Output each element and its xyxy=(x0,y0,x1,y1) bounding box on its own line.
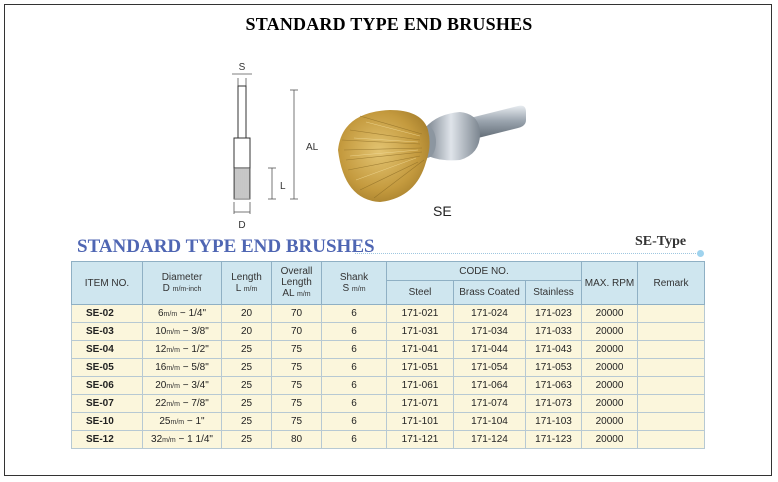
remark-cell xyxy=(638,413,705,431)
max-rpm-cell: 20000 xyxy=(582,341,638,359)
shank-cell: 6 xyxy=(322,341,387,359)
item-no-cell: SE-12 xyxy=(72,431,143,449)
shank-cell: 6 xyxy=(322,305,387,323)
label-al: AL xyxy=(306,142,319,153)
brush-dimension-drawing xyxy=(220,56,330,236)
item-no-cell: SE-06 xyxy=(72,377,143,395)
table-row xyxy=(72,413,705,431)
header-remark: Remark xyxy=(638,262,705,305)
photo-label: SE xyxy=(433,203,452,219)
label-s: S xyxy=(238,62,246,73)
shank-cell: 6 xyxy=(322,431,387,449)
steel-code-cell: 171-041 xyxy=(387,341,454,359)
overall-length-cell: 75 xyxy=(272,359,322,377)
length-cell: 25 xyxy=(222,431,272,449)
steel-code-cell: 171-031 xyxy=(387,323,454,341)
length-cell: 25 xyxy=(222,341,272,359)
steel-code-cell: 171-061 xyxy=(387,377,454,395)
stainless-code-cell: 171-103 xyxy=(526,413,582,431)
item-no-cell: SE-04 xyxy=(72,341,143,359)
header-overall-length: Overall Length AL m/m xyxy=(272,262,322,305)
brass-code-cell: 171-064 xyxy=(454,377,526,395)
shank-cell: 6 xyxy=(322,359,387,377)
diameter-cell: 16m/m − 5/8" xyxy=(143,359,222,377)
remark-cell xyxy=(638,431,705,449)
steel-code-cell: 171-121 xyxy=(387,431,454,449)
shank-cell: 6 xyxy=(322,395,387,413)
header-code-no: CODE NO. xyxy=(387,262,582,281)
diameter-cell: 12m/m − 1/2" xyxy=(143,341,222,359)
table-row xyxy=(72,431,705,449)
length-cell: 25 xyxy=(222,413,272,431)
section-divider xyxy=(355,253,700,254)
diameter-cell: 10m/m − 3/8" xyxy=(143,323,222,341)
shank-cell: 6 xyxy=(322,413,387,431)
brass-code-cell: 171-054 xyxy=(454,359,526,377)
remark-cell xyxy=(638,395,705,413)
brass-code-cell: 171-104 xyxy=(454,413,526,431)
steel-code-cell: 171-021 xyxy=(387,305,454,323)
steel-code-cell: 171-071 xyxy=(387,395,454,413)
remark-cell xyxy=(638,341,705,359)
length-cell: 25 xyxy=(222,377,272,395)
header-brass-coated: Brass Coated xyxy=(454,281,526,305)
length-cell: 20 xyxy=(222,305,272,323)
overall-length-cell: 75 xyxy=(272,413,322,431)
length-cell: 25 xyxy=(222,359,272,377)
stainless-code-cell: 171-033 xyxy=(526,323,582,341)
item-no-cell: SE-03 xyxy=(72,323,143,341)
remark-cell xyxy=(638,323,705,341)
item-no-cell: SE-05 xyxy=(72,359,143,377)
item-no-cell: SE-10 xyxy=(72,413,143,431)
header-steel: Steel xyxy=(387,281,454,305)
section-dot xyxy=(697,250,704,257)
overall-length-cell: 70 xyxy=(272,323,322,341)
stainless-code-cell: 171-043 xyxy=(526,341,582,359)
brass-code-cell: 171-024 xyxy=(454,305,526,323)
remark-cell xyxy=(638,305,705,323)
max-rpm-cell: 20000 xyxy=(582,305,638,323)
overall-length-cell: 75 xyxy=(272,377,322,395)
stainless-code-cell: 171-073 xyxy=(526,395,582,413)
label-l: L xyxy=(280,181,286,192)
header-diameter: Diameter D m/m-inch xyxy=(143,262,222,305)
stainless-code-cell: 171-023 xyxy=(526,305,582,323)
table-row xyxy=(72,341,705,359)
brass-code-cell: 171-034 xyxy=(454,323,526,341)
overall-length-cell: 75 xyxy=(272,395,322,413)
overall-length-cell: 80 xyxy=(272,431,322,449)
section-title: STANDARD TYPE END BRUSHES xyxy=(77,236,375,257)
diameter-cell: 6m/m − 1/4" xyxy=(143,305,222,323)
stainless-code-cell: 171-053 xyxy=(526,359,582,377)
table-row xyxy=(72,305,705,323)
table-row xyxy=(72,377,705,395)
max-rpm-cell: 20000 xyxy=(582,395,638,413)
table-row xyxy=(72,395,705,413)
brass-code-cell: 171-044 xyxy=(454,341,526,359)
max-rpm-cell: 20000 xyxy=(582,359,638,377)
remark-cell xyxy=(638,377,705,395)
steel-code-cell: 171-101 xyxy=(387,413,454,431)
header-shank: Shank S m/m xyxy=(322,262,387,305)
header-stainless: Stainless xyxy=(526,281,582,305)
overall-length-cell: 75 xyxy=(272,341,322,359)
remark-cell xyxy=(638,359,705,377)
header-length: Length L m/m xyxy=(222,262,272,305)
table-row xyxy=(72,359,705,377)
diameter-cell: 20m/m − 3/4" xyxy=(143,377,222,395)
end-brush-photo xyxy=(330,90,530,215)
table-row xyxy=(72,323,705,341)
length-cell: 25 xyxy=(222,395,272,413)
page-title: STANDARD TYPE END BRUSHES xyxy=(245,14,533,34)
shank-cell: 6 xyxy=(322,377,387,395)
overall-length-cell: 70 xyxy=(272,305,322,323)
header-max-rpm: MAX. RPM xyxy=(582,262,638,305)
brass-code-cell: 171-124 xyxy=(454,431,526,449)
steel-code-cell: 171-051 xyxy=(387,359,454,377)
diameter-cell: 32m/m − 1 1/4" xyxy=(143,431,222,449)
shank-cell: 6 xyxy=(322,323,387,341)
max-rpm-cell: 20000 xyxy=(582,413,638,431)
type-label: SE-Type xyxy=(635,234,687,249)
diameter-cell: 22m/m − 7/8" xyxy=(143,395,222,413)
brass-code-cell: 171-074 xyxy=(454,395,526,413)
item-no-cell: SE-02 xyxy=(72,305,143,323)
spec-table xyxy=(71,261,705,449)
label-d: D xyxy=(238,220,246,231)
max-rpm-cell: 20000 xyxy=(582,377,638,395)
length-cell: 20 xyxy=(222,323,272,341)
item-no-cell: SE-07 xyxy=(72,395,143,413)
stainless-code-cell: 171-063 xyxy=(526,377,582,395)
header-item-no: ITEM NO. xyxy=(72,262,143,305)
stainless-code-cell: 171-123 xyxy=(526,431,582,449)
max-rpm-cell: 20000 xyxy=(582,431,638,449)
max-rpm-cell: 20000 xyxy=(582,323,638,341)
diameter-cell: 25m/m − 1" xyxy=(143,413,222,431)
